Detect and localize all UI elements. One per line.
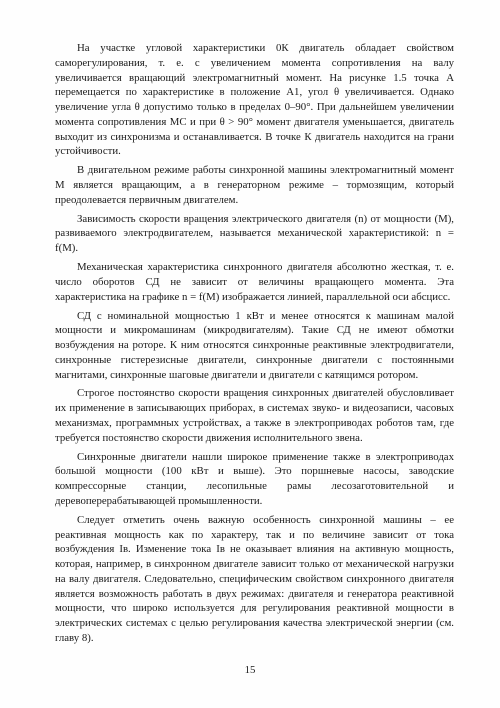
- paragraph-1: На участке угловой характеристики 0К двигатель обладает свойством саморегулирования, т. е. с увеличением момента сопротивления на валу увеличивается вращающий электромагнитный момент. На рисунке 1.5 точка А перемещается по характеристике в положение А1, угол θ увеличивается. Однако увеличение угла θ допустимо только в пределах 0–90°. При дальнейшем увеличении момента сопротивления МС и при θ > 90° момент двигателя уменьшается, двигатель выходит из синхронизма и останавливается. В точке К двигатель находится на грани устойчивости.: [55, 42, 454, 158]
- body-text: [55, 41, 454, 646]
- page-number: 15: [244, 664, 256, 676]
- paragraph-7: Синхронные двигатели нашли широкое применение также в электроприводах большой мощности (100 кВт и выше). Это поршневые насосы, заводские компрессорные станции, лесопильные рамы лесозаготовительной и деревоперерабатывающей промышленности.: [55, 450, 454, 507]
- paragraph-2: В двигательном режиме работы синхронной машины электромагнитный момент М является вращающим, а в генераторном режиме – тормозящим, который преодолевается первичным двигателем.: [55, 164, 454, 206]
- paragraph-3: Зависимость скорости вращения электрического двигателя (n) от мощности (М), развиваемого электродвигателем, называется механической характеристикой: n = f(М).: [55, 212, 454, 255]
- paragraph-8: Следует отметить очень важную особенность синхронной машины – ее реактивная мощность как по характеру, так и по величине зависит от тока возбуждения Iв. Изменение тока Iв не оказывает влияния на активную мощность, которая, например, в синхронном двигателе зависит только от механической нагрузки на валу двигателя. Следовательно, специфическим свойством синхронного двигателя является возможность работать в двух режимах: двигателя и генератора реактивной мощности, что широко используется для регулирования реактивной мощности в электрических системах с целью регулирования качества электрической энергии (см. главу 8).: [55, 513, 454, 644]
- paragraph-6: Строгое постоянство скорости вращения синхронных двигателей обусловливает их применение в записывающих приборах, в системах звуко- и видеозаписи, часовых механизмах, программных устройствах, а также в электроприводах роботов там, где требуется постоянство скорости движения исполнительного звена.: [55, 387, 454, 444]
- paragraph-4: Механическая характеристика синхронного двигателя абсолютно жесткая, т. е. число оборотов СД не зависит от величины вращающего момента. Эта характеристика на графике n = f(M) изображается линией, параллельной оси абсцисс.: [55, 261, 454, 303]
- paragraph-5: СД с номинальной мощностью 1 кВт и менее относятся к машинам малой мощности и микромашинам (микродвигателям). Такие СД не имеют обмотки возбуждения на роторе. К ним относятся синхронные реактивные электродвигатели, синхронные гистерезисные двигатели, синхронные двигатели с постоянными магнитами, синхронные шаговые двигатели и двигатели с катящимся ротором.: [55, 309, 454, 381]
